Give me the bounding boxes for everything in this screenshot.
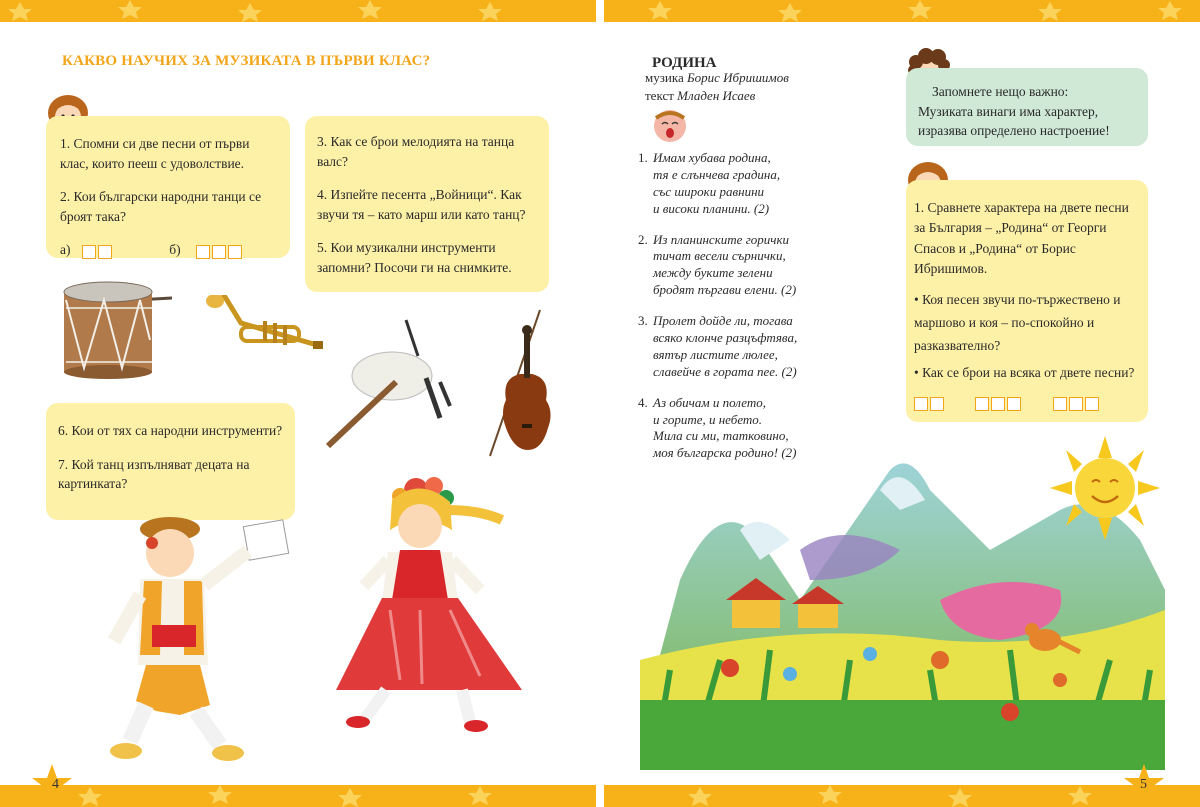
answer-square[interactable]: [1069, 397, 1083, 411]
verse: [638, 232, 797, 300]
page-gutter: [596, 0, 604, 807]
answer-square[interactable]: [930, 397, 944, 411]
answer-square[interactable]: [98, 245, 112, 259]
music-credit: [645, 69, 789, 87]
verse-number: 3.: [638, 313, 648, 329]
verse-line: вятър листите люлее,: [653, 346, 778, 362]
song-credits: [645, 69, 789, 104]
verse-line: моя българска родино! (2): [653, 445, 797, 461]
answer-square[interactable]: [212, 245, 226, 259]
option-b-label: б): [169, 242, 181, 258]
lyrics-author: Младен Исаев: [677, 87, 756, 103]
song-title: РОДИНА: [652, 55, 717, 71]
question-7: 7. Кой танц изпълняват децата на картинката?: [58, 456, 250, 492]
violin-illustration: [484, 304, 556, 464]
page-heading: КАКВО НАУЧИХ ЗА МУЗИКАТА В ПЪРВИ КЛАС?: [62, 53, 431, 69]
verse-number: 1.: [638, 150, 648, 165]
page-number-left: 4: [52, 777, 59, 792]
question-2: 2. Кои български народни танци се броят така?: [60, 189, 262, 224]
answer-square[interactable]: [1053, 397, 1067, 411]
task-bullet-1: • Коя песен звучи по-тържествено и маршово и коя – по-спокойно и разказвателно?: [914, 292, 1121, 353]
verse-number: 4.: [638, 394, 648, 410]
task-bullet-2: • Как се брои на всяка от двете песни?: [914, 364, 1135, 380]
answer-group: [1053, 394, 1101, 414]
verse-line: и високи планини. (2): [653, 200, 770, 216]
music-author: Борис Ибришимов: [686, 70, 789, 85]
page-number-right: 5: [1140, 777, 1147, 792]
verse-line: със широки равнини: [653, 183, 765, 199]
task-question-1: 1. Сравнете характера на двете песни за България – „Родина“ от Георги Спасов и „Родина“ от Борис Ибришимов.: [914, 200, 1129, 276]
answer-group: [914, 394, 946, 414]
question-6: 6. Кои от тях са народни инструменти?: [58, 423, 283, 438]
answer-square[interactable]: [914, 397, 928, 411]
answer-square[interactable]: [1007, 397, 1021, 411]
dancing-boy-illustration: [100, 505, 296, 773]
verse-line: и горите, и небето.: [653, 411, 763, 427]
answer-square[interactable]: [196, 245, 210, 259]
verse-line: Мила си ми, татковино,: [653, 428, 789, 444]
question-3: 3. Как се брои мелодията на танца валс?: [317, 134, 515, 169]
remember-box: [906, 68, 1148, 146]
answer-square[interactable]: [1085, 397, 1099, 411]
lyrics-label: текст: [645, 87, 674, 103]
count-answer-row: [60, 240, 276, 261]
question-box-3: [46, 403, 295, 520]
verse-line: всяко клонче разцъфтява,: [653, 330, 798, 346]
dancing-girl-illustration: [330, 470, 530, 732]
option-a-squares: [82, 241, 114, 261]
question-1: 1. Спомни си две песни от първи клас, които пееш с удоволствие.: [60, 136, 250, 171]
answer-square[interactable]: [991, 397, 1005, 411]
question-5: 5. Кои музикални инструменти запомни? Посочи ги на снимките.: [317, 240, 512, 275]
verse-line: тичат весели сърнички,: [653, 248, 786, 264]
answer-group: [975, 394, 1023, 414]
verse-line: бродят пъргави елени. (2): [653, 282, 797, 298]
answer-square[interactable]: [975, 397, 989, 411]
task-answer-squares: [914, 393, 1138, 414]
verse: [638, 150, 797, 218]
option-b-squares: [196, 241, 244, 261]
remember-intro: Запомнете нещо важно:: [932, 84, 1069, 99]
question-4: 4. Изпейте песента „Войници“. Как звучи тя – като марш или като танц?: [317, 187, 526, 222]
question-box-1: [46, 116, 290, 258]
song-lyrics: [638, 150, 797, 476]
bagpipe-illustration: [322, 318, 462, 450]
verse-line: славейче в гората пее. (2): [653, 363, 797, 379]
remember-text: Музиката винаги има характер, изразява определено настроение!: [918, 103, 1110, 139]
answer-square[interactable]: [82, 245, 96, 259]
question-box-2: [305, 116, 549, 292]
answer-square[interactable]: [228, 245, 242, 259]
verse-line: Из планинските горички: [653, 231, 790, 247]
verse-line: Пролет дойде ли, тогава: [653, 313, 793, 329]
verse-line: тя е слънчева градина,: [653, 166, 781, 182]
verse-number: 2.: [638, 231, 648, 247]
smiling-sun-illustration: [1050, 436, 1160, 540]
lyrics-credit: [645, 87, 789, 105]
verse: [638, 313, 797, 381]
verse-line: между буките зелени: [653, 265, 773, 281]
trumpet-illustration: [205, 295, 327, 367]
task-box: [906, 180, 1148, 422]
music-label: музика: [645, 70, 684, 85]
verse-line: Аз обичам и полето,: [653, 394, 767, 410]
verse-line: Имам хубава родина,: [653, 150, 771, 165]
option-a-label: а): [60, 242, 71, 258]
drum-illustration: [60, 280, 172, 380]
singing-face-icon: [652, 108, 688, 144]
